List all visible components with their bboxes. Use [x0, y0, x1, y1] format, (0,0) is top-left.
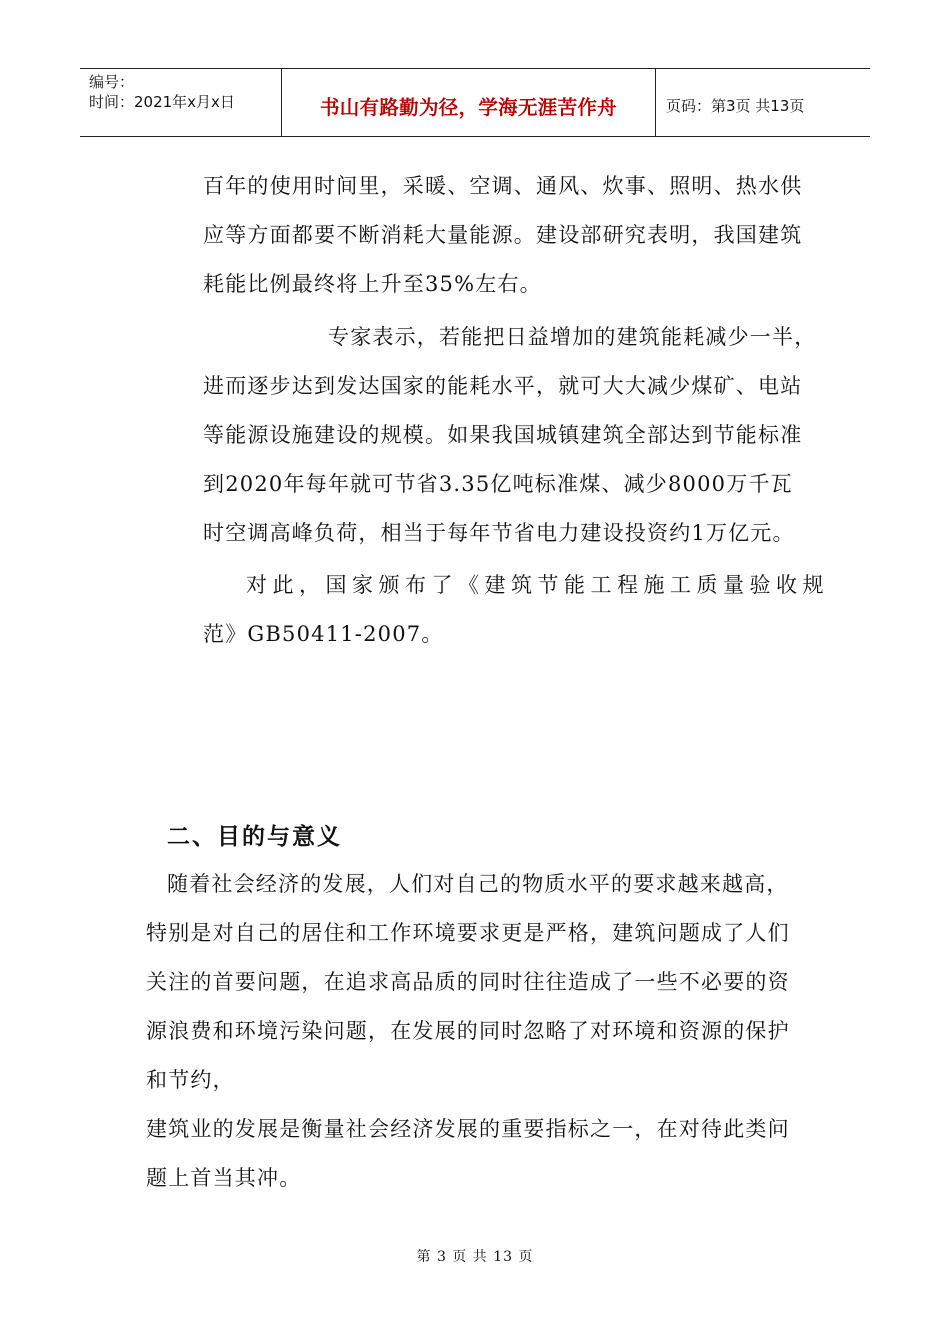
section-line: 题上首当其冲。 [146, 1166, 302, 1190]
document-header [80, 68, 870, 137]
body-line: 时空调高峰负荷，相当于每年节省电力建设投资约1万亿元。 [203, 521, 795, 545]
page-footer: 第 3 页 共 13 页 [416, 1249, 534, 1265]
body-line: 百年的使用时间里，采暖、空调、通风、炊事、照明、热水供 [203, 174, 803, 198]
header-page-cell [656, 69, 870, 136]
section-line: 源浪费和环境污染问题，在发展的同时忽略了对环境和资源的保护 [146, 1019, 790, 1043]
section-line: 随着社会经济的发展，人们对自己的物质水平的要求越来越高， [167, 872, 789, 896]
body-line: 进而逐步达到发达国家的能耗水平，就可大大减少煤矿、电站 [203, 374, 803, 398]
section-line: 建筑业的发展是衡量社会经济发展的重要指标之一，在对待此类问 [146, 1117, 790, 1141]
header-motto-cell [282, 69, 656, 136]
body-line: 耗能比例最终将上升至35%左右。 [203, 272, 542, 296]
section-heading: 二、目的与意义 [167, 824, 342, 850]
motto-text: 书山有路勤为径，学海无涯苦作舟 [319, 95, 617, 119]
page-info: 页码：第3页 共13页 [666, 97, 805, 115]
section-line: 特别是对自己的居住和工作环境要求更是严格，建筑问题成了人们 [146, 921, 790, 945]
section-line: 关注的首要问题，在追求高品质的同时往往造成了一些不必要的资 [146, 970, 790, 994]
header-meta-cell [80, 69, 282, 136]
body-line: 对此，国家颁布了《建筑节能工程施工质量验收规 [246, 573, 829, 597]
number-label: 编号： [89, 73, 135, 91]
body-line: 应等方面都要不断消耗大量能源。建设部研究表明，我国建筑 [203, 223, 803, 247]
body-line: 专家表示，若能把日益增加的建筑能耗减少一半， [328, 325, 817, 349]
body-line: 到2020年每年就可节省3.35亿吨标准煤、减少8000万千瓦 [203, 472, 793, 496]
body-line: 范》GB50411-2007。 [203, 622, 444, 646]
section-line: 和节约， [146, 1068, 235, 1092]
time-label: 时间：2021年x月x日 [89, 93, 235, 111]
body-line: 等能源设施建设的规模。如果我国城镇建筑全部达到节能标准 [203, 423, 803, 447]
